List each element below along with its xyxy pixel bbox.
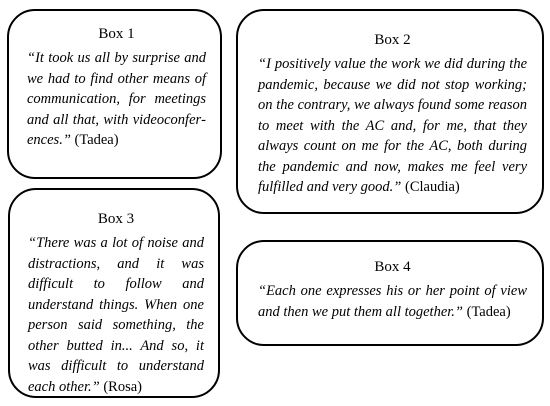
speaker-name: (Rosa)	[103, 378, 142, 395]
box-title: Box 2	[374, 32, 411, 48]
quote-text: “I positively value the work we did during the pandemic, because we did not stop working; on the contrary, we always found some reason to meet with the AC and, for me, that they always count on me for the AC, both during the pandemic and now, makes me feel very fulfilled and very good.”	[258, 56, 527, 195]
box-title: Box 4	[374, 259, 411, 275]
quote-box-2	[236, 9, 544, 214]
box-text	[258, 281, 527, 322]
box-text	[258, 54, 527, 198]
quote-box-4	[236, 240, 544, 346]
quote-text: “Each one expresses his or her point of view and then we put them all together.”	[258, 283, 527, 320]
speaker-name: (Tadea)	[74, 132, 119, 148]
box-title: Box 3	[97, 211, 135, 227]
box-text	[27, 48, 206, 151]
quote-box-3	[8, 188, 220, 398]
quote-box-1	[7, 9, 222, 179]
quote-text: “There was a lot of noise and distractions, and it was difficult to follow and understand things. When one person said something, the other butted in... And so, it was difficult to understand each other.”	[28, 235, 204, 395]
quote-text: “It took us all by surprise and we had to find other means of communication, for meetings and all that, with videoconferences.”	[27, 50, 206, 148]
speaker-name: (Tadea)	[466, 303, 511, 320]
box-text	[28, 233, 204, 397]
box-title: Box 1	[98, 26, 135, 42]
speaker-name: (Claudia)	[405, 179, 460, 195]
